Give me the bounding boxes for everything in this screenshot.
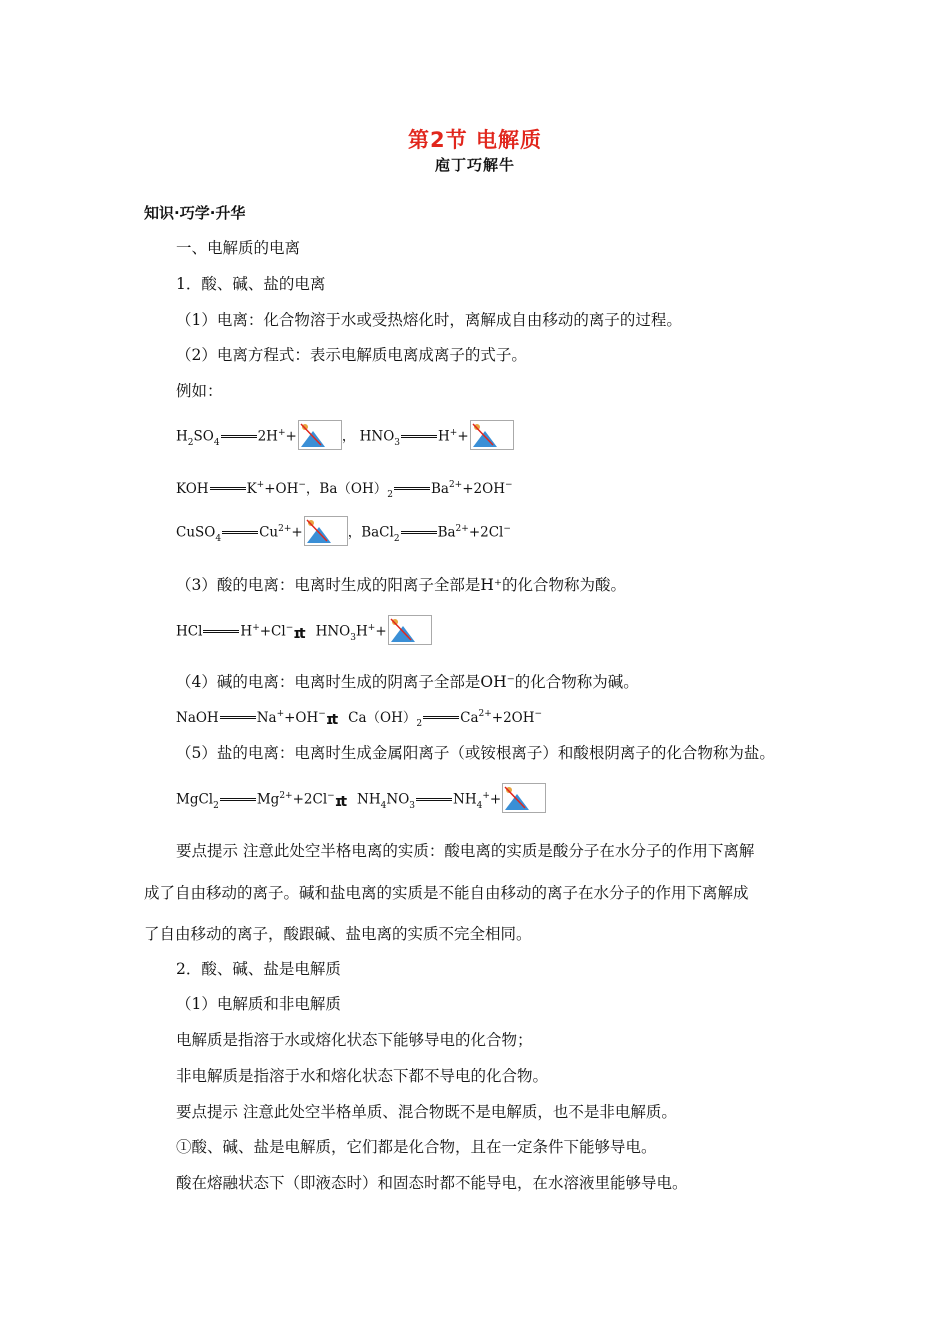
equals-bar <box>423 716 459 719</box>
equals-bar <box>401 435 437 438</box>
paragraph-salt-ionization: （5）盐的电离：电离时生成金属阳离子（或铵根离子）和酸根阴离子的化合物称为盐。 <box>176 744 775 762</box>
paragraph-acid-ionization: （3）酸的电离：电离时生成的阳离子全部是H⁺的化合物称为酸。 <box>176 576 627 594</box>
equation-koh-baoh2: KOH K++OH−，$Ba(OH)_2$ $Ba^{2+}+2OH^-$ <box>176 480 513 500</box>
equals-bar <box>394 487 430 490</box>
equals-bar <box>210 487 246 490</box>
paragraph-ionization-definition: （1）电离：化合物溶于水或受热熔化时，离解成自由移动的离子的过程。 <box>176 311 682 329</box>
page-title: 第2节 电解质 <box>408 128 542 152</box>
equation-mgcl2-nh4no3: MgCl$_2$ $Mg^{2+}+2Cl^-ɪt$ $NH_4NO_3$ $NH_4^++$ <box>176 785 546 815</box>
heading-acid-base-salt-ionization: 1．酸、碱、盐的电离 <box>176 275 326 293</box>
placeholder-mark: ɪt <box>334 793 346 810</box>
broken-image-icon <box>502 783 546 813</box>
equation-h2so4-hno3: $H_2SO_4$ 2H++ ， $HNO_3$ H++ <box>176 422 514 452</box>
paragraph-example: 例如： <box>176 382 223 400</box>
broken-image-icon <box>470 420 514 450</box>
tip-element-mixture: 要点提示 注意此处空半格单质、混合物既不是电解质，也不是非电解质。 <box>176 1103 677 1121</box>
tip-ionization-essence-line2: 成了自由移动的离子。碱和盐电离的实质是不能自由移动的离子在水分子的作用下离解成 <box>144 884 749 902</box>
equation-naoh-caoh2: NaOH Na++OH−ɪt $Ca(OH)_2$ $Ca^{2+}+2OH^-$ <box>176 709 543 729</box>
broken-image-icon <box>298 420 342 450</box>
broken-image-icon <box>388 615 432 645</box>
equation-hcl-hno3: HCl H++Cl−ɪt $HNO_3H^++$ <box>176 617 432 647</box>
tip-ionization-essence-line3: 了自由移动的离子，酸跟碱、盐电离的实质不完全相同。 <box>144 925 532 943</box>
tip-ionization-essence-line1: 要点提示 注意此处空半格电离的实质：酸电离的实质是酸分子在水分子的作用下离解 <box>176 842 755 860</box>
equals-bar <box>220 798 256 801</box>
placeholder-mark: ɪt <box>325 712 337 728</box>
equals-bar <box>401 531 437 534</box>
paragraph-electrolyte-definition: 电解质是指溶于水或熔化状态下能够导电的化合物； <box>176 1031 533 1049</box>
equation-cuso4-bacl2: CuSO$_4$ $Cu^{2+}+$ ，BaCl$_2$ $Ba^{2+}+2Cl^-$ <box>176 518 511 548</box>
equals-bar <box>222 531 258 534</box>
equals-bar <box>221 435 257 438</box>
paragraph-equation-definition: （2）电离方程式：表示电解质电离成离子的式子。 <box>176 346 527 364</box>
heading-electrolytes: 2．酸、碱、盐是电解质 <box>176 960 341 978</box>
equals-bar <box>220 716 256 719</box>
page-subtitle: 庖丁巧解牛 <box>434 156 515 174</box>
equals-bar <box>203 630 239 633</box>
broken-image-icon <box>304 516 348 546</box>
paragraph-nonelectrolyte-definition: 非电解质是指溶于水和熔化状态下都不导电的化合物。 <box>176 1067 549 1085</box>
heading-ionization: 一、电解质的电离 <box>176 239 301 257</box>
section-heading: 知识·巧学·升华 <box>144 204 246 222</box>
placeholder-mark: ɪt <box>293 625 304 642</box>
equals-bar <box>416 798 452 801</box>
paragraph-point-1: ①酸、碱、盐是电解质，它们都是化合物，且在一定条件下能够导电。 <box>176 1138 657 1156</box>
paragraph-point-2: 酸在熔融状态下（即液态时）和固态时都不能导电，在水溶液里能够导电。 <box>176 1174 688 1192</box>
paragraph-definition-heading: （1）电解质和非电解质 <box>176 995 341 1013</box>
paragraph-base-ionization: （4）碱的电离：电离时生成的阴离子全部是OH⁻的化合物称为碱。 <box>176 673 639 691</box>
